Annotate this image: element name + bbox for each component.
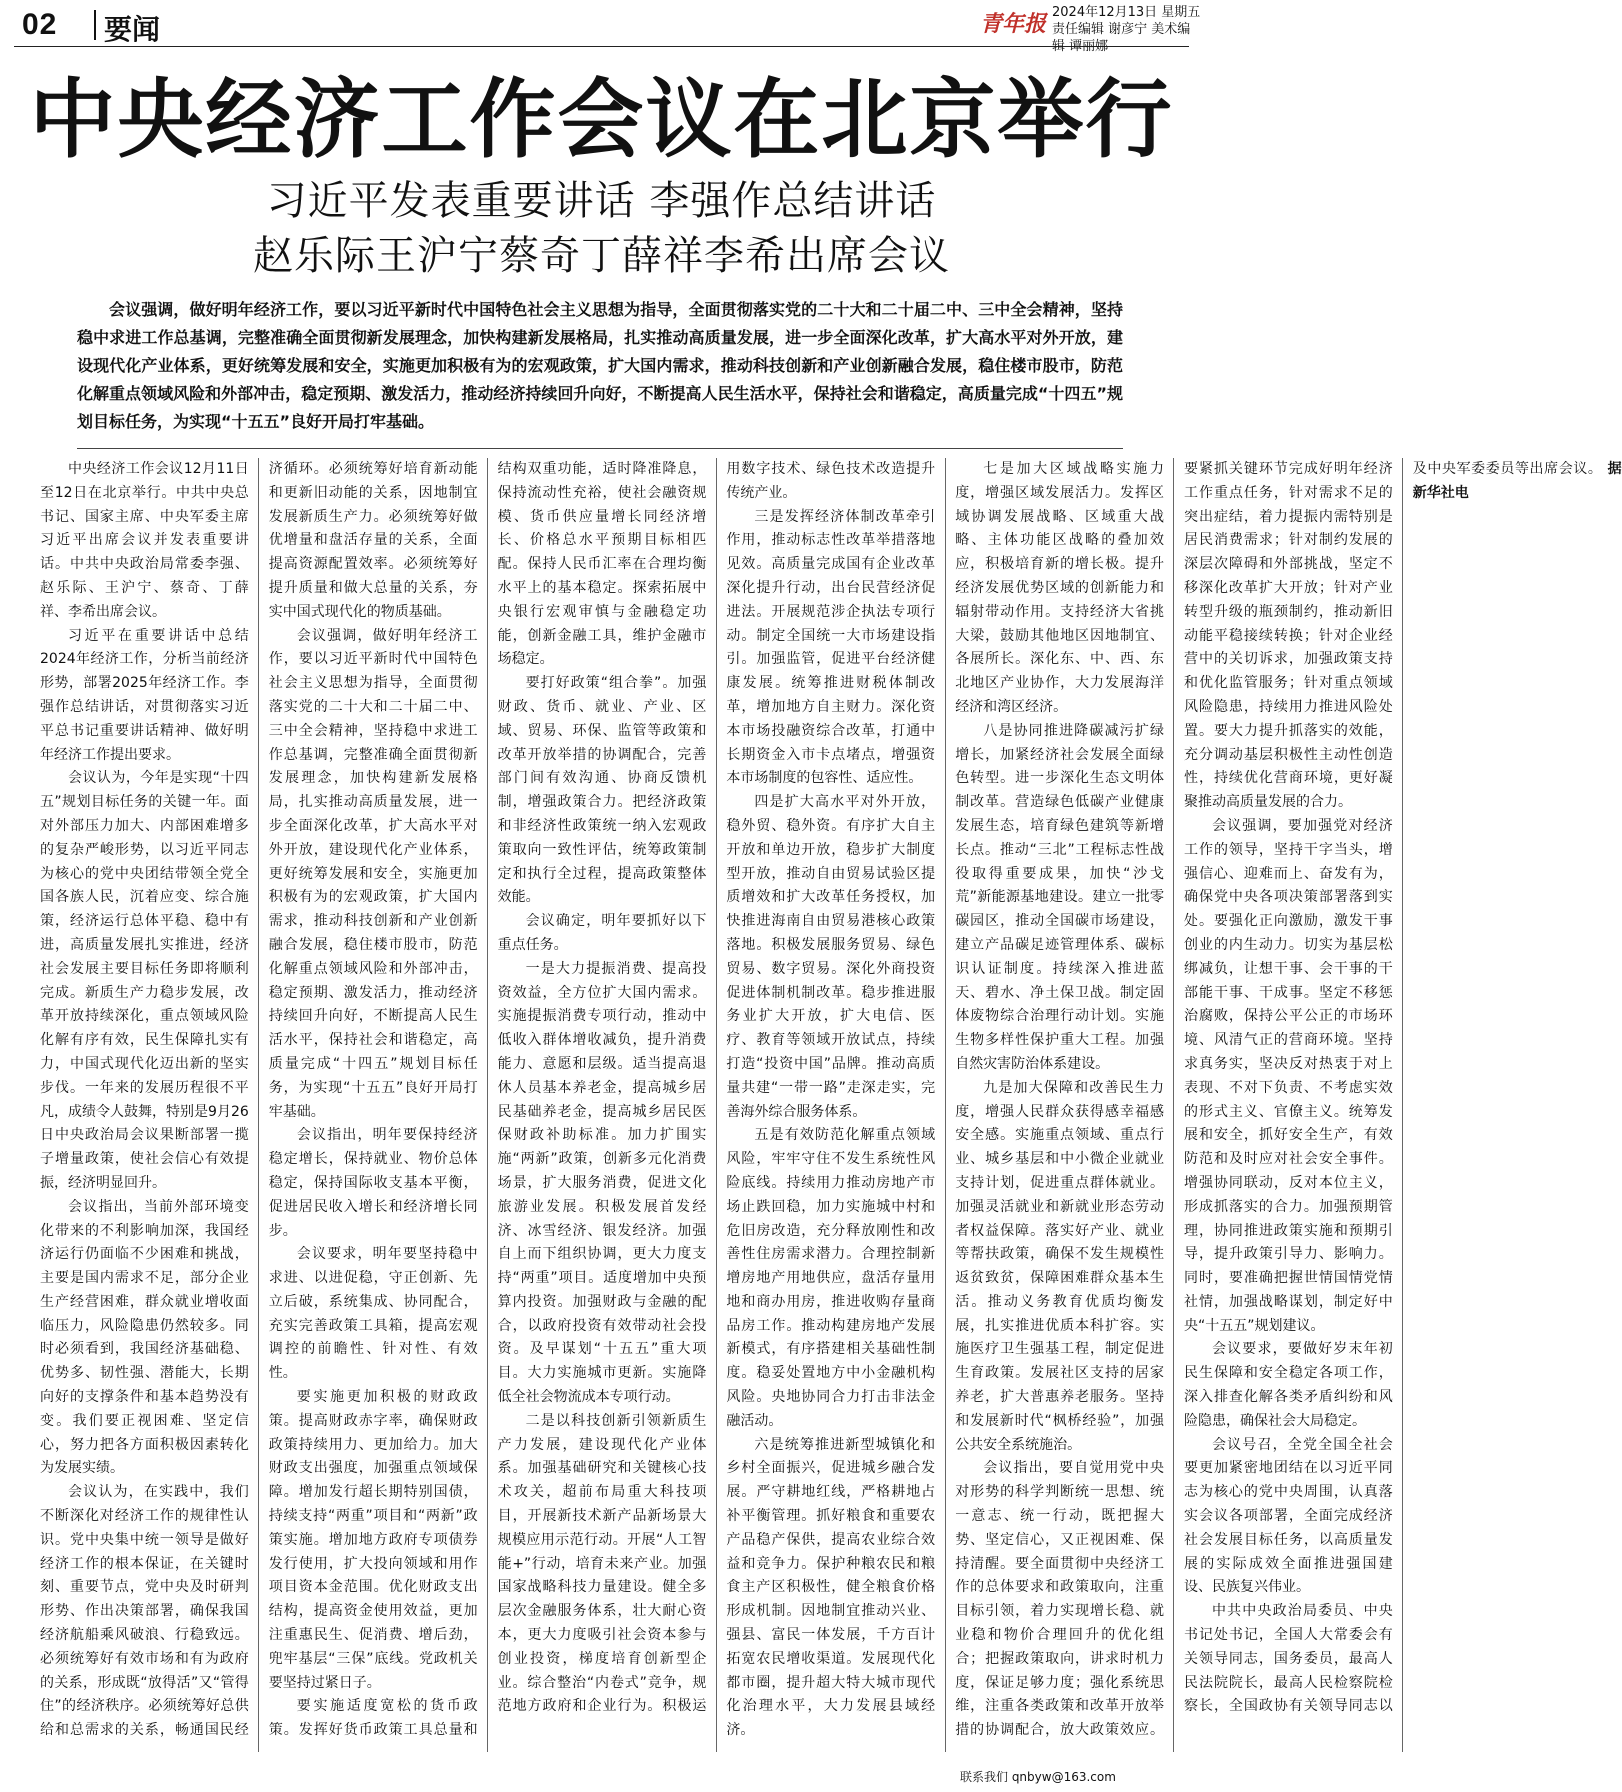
subheadline-2: 赵乐际王沪宁蔡奇丁薛祥李希出席会议 bbox=[253, 233, 950, 279]
paragraph: 会议指出，当前外部环境变化带来的不利影响加深，我国经济运行仍面临不少困难和挑战，主要是国内需求不足，部分企业生产经营困难，群众就业增收面临压力，风险隐患仍然较多。同时必须看到，我国经济基础稳、优势多、韧性强、潜能大，长期向好的支撑条件和基本趋势没有变。我们要正视困难、坚定信心，努力把各方面积极因素转化为发展实绩。 bbox=[40, 1198, 249, 1477]
article-body bbox=[40, 458, 1622, 1752]
paragraph: 会议要求，要做好岁末年初民生保障和安全稳定各项工作，深入排查化解各类矛盾纠纷和风险隐患，确保社会大局稳定。 bbox=[1183, 1341, 1393, 1429]
news-credit: 据新华社电 bbox=[1412, 461, 1622, 501]
newspaper-logo: 青年报 bbox=[980, 11, 1047, 37]
header-divider bbox=[94, 10, 96, 40]
page-number: 02 bbox=[22, 8, 58, 41]
section-title: 要闻 bbox=[104, 13, 161, 46]
paragraph: 会议号召，全党全国全社会要更加紧密地团结在以习近平同志为核心的党中央周围，认真落实会议各项部署，全面完成经济社会发展目标任务，以高质量发展的实际成效全面推进强国建设、民族复兴伟业。 bbox=[1183, 1436, 1393, 1596]
paragraph: 要打好政策“组合拳”。加强财政、货币、就业、产业、区域、贸易、环保、监管等政策和改革开放举措的协调配合，完善部门间有效沟通、协商反馈机制，增强政策合力。把经济政策和非经济性政策统一纳入宏观政策取向一致性评估，统筹政策制定和执行全过程，提高政策整体效能。 bbox=[497, 675, 707, 906]
paragraph: 九是加大保障和改善民生力度，增强人民群众获得感幸福感安全感。实施重点领域、重点行业、城乡基层和中小微企业就业支持计划，促进重点群体就业。加强灵活就业和新就业形态劳动者权益保障。落实好产业、就业等帮扶政策，确保不发生规模性返贫致贫，保障困难群众基本生活。推动义务教育优质均衡发展，扎实推进优质本科扩容。实施医疗卫生强基工程，制定促进生育政策。发展社区支持的居家养老，扩大普惠养老服务。坚持和发展新时代“枫桥经验”，加强公共安全系统施治。 bbox=[955, 1079, 1164, 1453]
paragraph: 要实施适度宽松的货币政策。发挥好货币政策工具总量和结构双重功能，适时降准降息，保持流动性充裕，使社会融资规模、货币供应量增长同经济增长、价格总水平预期目标相匹配。保持人民币汇率在合理均衡水平上的基本稳定。探索拓展中央银行宏观审慎与金融稳定功能，创新金融工具，维护金融市场稳定。 bbox=[268, 461, 707, 1739]
subheadline-1: 习近平发表重要讲话 李强作总结讲话 bbox=[266, 178, 937, 224]
editor-credits: 责任编辑 谢彦宁 美术编辑 谭丽娜 bbox=[1052, 22, 1191, 54]
paragraph: 会议认为，今年是实现“十四五”规划目标任务的关键一年。面对外部压力加大、内部困难增多的复杂严峻形势，以习近平同志为核心的党中央团结带领全党全国各族人民，沉着应变、综合施策，经济运行总体平稳、稳中有进，高质量发展扎实推进，经济社会发展主要目标任务即将顺利完成。新质生产力稳步发展，改革开放持续深化，重点领域风险化解有序有效，民生保障扎实有力，中国式现代化迈出新的坚实步伐。一年来的发展历程很不平凡，成绩令人鼓舞，特别是9月26日中央政治局会议果断部署一揽子增量政策，使社会信心有效提振，经济明显回升。 bbox=[40, 770, 249, 1191]
contact-footer: 联系我们 qnbyw@163.com bbox=[960, 1770, 1116, 1784]
paragraph: 习近平在重要讲话中总结2024年经济工作，分析当前经济形势，部署2025年经济工作。李强作总结讲话，对贯彻落实习近平总书记重要讲话精神、做好明年经济工作提出要求。 bbox=[40, 627, 249, 763]
paragraph: 要实施更加积极的财政政策。提高财政赤字率，确保财政政策持续用力、更加给力。加大财政支出强度，加强重点领域保障。增加发行超长期特别国债，持续支持“两重”项目和“两新”政策实施。增加地方政府专项债券发行使用，扩大投向领域和用作项目资本金范围。优化财政支出结构，提高资金使用效益，更加注重惠民生、促消费、增后劲，兜牢基层“三保”底线。党政机关要坚持过紧日子。 bbox=[268, 1389, 478, 1691]
paragraph: 中央经济工作会议12月11日至12日在北京举行。中共中央总书记、国家主席、中央军委主席习近平出席会议并发表重要讲话。中共中央政治局常委李强、赵乐际、王沪宁、蔡奇、丁薛祥、李希出席会议。 bbox=[40, 461, 249, 620]
issue-meta bbox=[1052, 4, 1203, 55]
paragraph: 会议指出，要自觉用党中央对形势的科学判断统一思想、统一意志、统一行动，既把握大势、坚定信心，又正视困难、保持清醒。要全面贯彻中央经济工作的总体要求和政策取向，注重目标引领，着力实现增长稳、就业稳和物价合理回升的优化组合；把握政策取向，讲求时机力度，保证足够力度；强化系统思维，注重各类政策和改革开放举措的协调配合，放大政策效应。要紧抓关键环节完成好明年经济工作重点任务，针对需求不足的突出症结，着力提振内需特别是居民消费需求；针对制约发展的深层次障碍和外部挑战，坚定不移深化改革扩大开放；针对产业转型升级的瓶颈制约，推动新旧动能平稳接续转换；针对企业经营中的关切诉求，加强政策支持和优化监管服务；针对重点领域风险隐患，持续用力推进风险处置。要大力提升抓落实的效能，充分调动基层积极性主动性创造性，持续优化营商环境，更好凝聚推动高质量发展的合力。 bbox=[955, 461, 1393, 1739]
paragraph: 会议强调，做好明年经济工作，要以习近平新时代中国特色社会主义思想为指导，全面贯彻落实党的二十大和二十届二中、三中全会精神，坚持稳中求进工作总基调，完整准确全面贯彻新发展理念，加快构建新发展格局，扎实推动高质量发展，进一步全面深化改革，扩大高水平对外开放，建设现代化产业体系，更好统筹发展和安全，实施更加积极有为的宏观政策，扩大国内需求，推动科技创新和产业创新融合发展，稳住楼市股市，防范化解重点领域风险和外部冲击，稳定预期、激发活力，推动经济持续回升向好，不断提高人民生活水平，保持社会和谐稳定，高质量完成“十四五”规划目标任务，为实现“十五五”良好开局打牢基础。 bbox=[268, 627, 478, 1120]
headline: 中央经济工作会议在北京举行 bbox=[29, 70, 1174, 170]
paragraph: 会议指出，明年要保持经济稳定增长，保持就业、物价总体稳定，保持国际收支基本平衡，促进居民收入增长和经济增长同步。 bbox=[268, 1127, 478, 1239]
paragraph: 七是加大区域战略实施力度，增强区域发展活力。发挥区域协调发展战略、区域重大战略、主体功能区战略的叠加效应，积极培育新的增长极。提升经济发展优势区域的创新能力和辐射带动作用。支持经济大省挑大梁，鼓励其他地区因地制宜、各展所长。深化东、中、西、东北地区产业协作，大力发展海洋经济和湾区经济。 bbox=[955, 461, 1164, 715]
paragraph-text: 中共中央政治局委员、中央书记处书记，全国人大常委会有关领导同志，国务委员，最高人民法院院长，最高人民检察院检察长，全国政协有关领导同志以及中央军委委员等出席会议。 bbox=[1183, 461, 1603, 1715]
paragraph: 会议确定，明年要抓好以下重点任务。 bbox=[497, 913, 707, 953]
paragraph: 四是扩大高水平对外开放，稳外贸、稳外资。有序扩大自主开放和单边开放，稳步扩大制度型开放，推动自由贸易试验区提质增效和扩大改革任务授权，加快推进海南自由贸易港核心政策落地。积极发展服务贸易、绿色贸易、数字贸易。深化外商投资促进体制机制改革。稳步推进服务业扩大开放，扩大电信、医疗、教育等领域开放试点，持续打造“投资中国”品牌。推动高质量共建“一带一路”走深走实，完善海外综合服务体系。 bbox=[726, 794, 936, 1120]
paragraph: 五是有效防范化解重点领域风险，牢牢守住不发生系统性风险底线。持续用力推动房地产市场止跌回稳，加力实施城中村和危旧房改造，充分释放刚性和改善性住房需求潜力。合理控制新增房地产用地供应，盘活存量用地和商办用房，推进收购存量商品房工作。推动构建房地产发展新模式，有序搭建相关基础性制度。稳妥处置地方中小金融机构风险。央地协同合力打击非法金融活动。 bbox=[726, 1127, 936, 1429]
paragraph: 六是统筹推进新型城镇化和乡村全面振兴，促进城乡融合发展。严守耕地红线，严格耕地占补平衡管理。抓好粮食和重要农产品稳产保供，提高农业综合效益和竞争力。保护种粮农民和粮食主产区积极性，健全粮食价格形成机制。因地制宜推动兴业、强县、富民一体发展，千方百计拓宽农民增收渠道。发展现代化都市圈，提升超大特大城市现代化治理水平，大力发展县域经济。 bbox=[726, 1436, 936, 1739]
issue-date: 2024年12月13日 星期五 bbox=[1052, 5, 1201, 20]
lead-summary: 会议强调，做好明年经济工作，要以习近平新时代中国特色社会主义思想为指导，全面贯彻落实党的二十大和二十届二中、三中全会精神，坚持稳中求进工作总基调，完整准确全面贯彻新发展理念，加快构建新发展格局，扎实推动高质量发展，进一步全面深化改革，扩大高水平对外开放，建设现代化产业体系，更好统筹发展和安全，实施更加积极有为的宏观政策，扩大国内需求，推动科技创新和产业创新融合发展，稳住楼市股市，防范化解重点领域风险和外部冲击，稳定预期、激发活力，推动经济持续回升向好，不断提高人民生活水平，保持社会和谐稳定，高质量完成“十四五”规划目标任务，为实现“十五五”良好开局打牢基础。 bbox=[77, 296, 1123, 449]
paragraph: 一是大力提振消费、提高投资效益，全方位扩大国内需求。实施提振消费专项行动，推动中低收入群体增收减负，提升消费能力、意愿和层级。适当提高退休人员基本养老金，提高城乡居民基础养老金，提高城乡居民医保财政补助标准。加力扩围实施“两新”政策，创新多元化消费场景，扩大服务消费，促进文化旅游业发展。积极发展首发经济、冰雪经济、银发经济。加强自上而下组织协调，更大力度支持“两重”项目。适度增加中央预算内投资。加强财政与金融的配合，以政府投资有效带动社会投资。及早谋划“十五五”重大项目。大力实施城市更新。实施降低全社会物流成本专项行动。 bbox=[497, 960, 707, 1406]
paragraph: 会议认为，在实践中，我们不断深化对经济工作的规律性认识。党中央集中统一领导是做好经济工作的根本保证，在关键时刻、重要节点，党中央及时研判形势、作出决策部署，确保我国经济航船乘风破浪、行稳致远。必须统筹好有效市场和有为政府的关系，形成既“放得活”又“管得住”的经济秩序。必须统筹好总供给和总需求的关系，畅通国民经济循环。必须统筹好培育新动能和更新旧动能的关系，因地制宜发展新质生产力。必须统筹好做优增量和盘活存量的关系，全面提高资源配置效率。必须统筹好提升质量和做大总量的关系，夯实中国式现代化的物质基础。 bbox=[40, 461, 478, 1739]
paragraph: 三是发挥经济体制改革牵引作用，推动标志性改革举措落地见效。高质量完成国有企业改革深化提升行动，出台民营经济促进法。开展规范涉企执法专项行动。制定全国统一大市场建设指引。加强监管，促进平台经济健康发展。统筹推进财税体制改革，增加地方自主财力。深化资本市场投融资综合改革，打通中长期资金入市卡点堵点，增强资本市场制度的包容性、适应性。 bbox=[726, 508, 936, 787]
paragraph: 会议要求，明年要坚持稳中求进、以进促稳，守正创新、先立后破，系统集成、协同配合，充实完善政策工具箱，提高宏观调控的前瞻性、针对性、有效性。 bbox=[268, 1246, 478, 1382]
paragraph: 二是以科技创新引领新质生产力发展，建设现代化产业体系。加强基础研究和关键核心技术攻关，超前布局重大科技项目，开展新技术新产品新场景大规模应用示范行动。开展“人工智能+”行动，培育未来产业。加强国家战略科技力量建设。健全多层次金融服务体系，壮大耐心资本，更大力度吸引社会资本参与创业投资，梯度培育创新型企业。综合整治“内卷式”竞争，规范地方政府和企业行为。积极运用数字技术、绿色技术改造提升传统产业。 bbox=[497, 461, 936, 1715]
paragraph: 会议强调，要加强党对经济工作的领导，坚持干字当头，增强信心、迎难而上、奋发有为，确保党中央各项决策部署落到实处。要强化正向激励，激发干事创业的内生动力。切实为基层松绑减负，让想干事、会干事的干部能干事、干成事。坚定不移惩治腐败，保持公平公正的市场环境、风清气正的营商环境。坚持求真务实，坚决反对热衷于对上表现、不对下负责、不考虑实效的形式主义、官僚主义。统筹发展和安全，抓好安全生产，有效防范和及时应对社会安全事件。增强协同联动，反对本位主义，形成抓落实的合力。加强预期管理，协同推进政策实施和预期引导，提升政策引导力、影响力。同时，要准确把握世情国情党情社情，加强战略谋划，制定好中央“十五五”规划建议。 bbox=[1183, 817, 1393, 1334]
paragraph: 八是协同推进降碳减污扩绿增长，加紧经济社会发展全面绿色转型。进一步深化生态文明体制改革。营造绿色低碳产业健康发展生态，培育绿色建筑等新增长点。推动“三北”工程标志性战役取得重要成果，加快“沙戈荒”新能源基地建设。建立一批零碳园区，推动全国碳市场建设，建立产品碳足迹管理体系、碳标识认证制度。持续深入推进蓝天、碧水、净土保卫战。制定固体废物综合治理行动计划。实施生物多样性保护重大工程。加强自然灾害防治体系建设。 bbox=[955, 722, 1164, 1072]
